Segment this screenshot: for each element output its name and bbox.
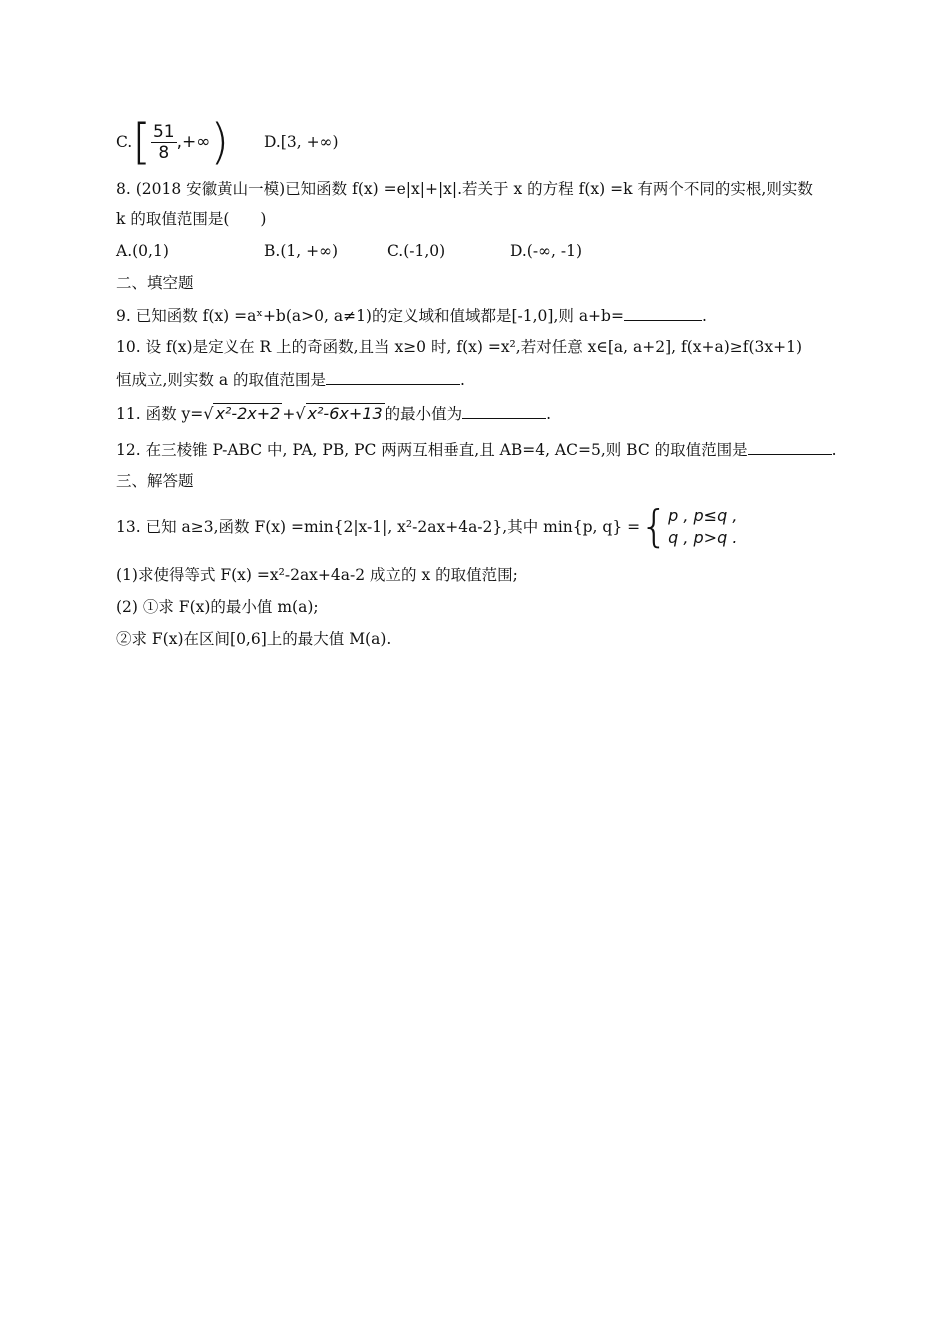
- q9-period: .: [701, 307, 707, 325]
- q7-option-c: [116, 114, 230, 170]
- q11-line: [116, 402, 551, 425]
- q12-answer-blank: [748, 438, 832, 455]
- q9-text: 9. 已知函数 f(x) =aˣ+b(a>0, a≠1)的定义域和值域都是[-1,0],则 a+b=: [116, 307, 624, 325]
- radicand-2: x²-6x+13: [307, 404, 383, 423]
- q13-sub2a: (2) ①求 F(x)的最小值 m(a);: [116, 598, 319, 616]
- sqrt-expression-2: √ x²-6x+13: [295, 404, 383, 423]
- q13-stem: [116, 502, 737, 551]
- q10-line2-text: 恒成立,则实数 a 的取值范围是: [116, 371, 327, 389]
- radicand-1: x²-2x+2: [215, 404, 281, 423]
- fraction: [151, 122, 177, 163]
- left-bracket: [: [132, 114, 151, 170]
- option-c-rest: ,+∞: [176, 132, 211, 152]
- q10-period: .: [460, 371, 465, 389]
- q8-line2: k 的取值范围是( ): [116, 210, 267, 228]
- right-paren: ): [210, 114, 230, 170]
- q13-stem-text: 13. 已知 a≥3,函数 F(x) =min{2|x-1|, x²-2ax+4a-2},其中 min{p, q} =: [116, 518, 641, 536]
- case-2: q , p>q .: [668, 528, 738, 547]
- q13-sub1: (1)求使得等式 F(x) =x²-2ax+4a-2 成立的 x 的取值范围;: [116, 566, 518, 584]
- q9-line: [116, 304, 707, 327]
- q8-line1: 8. (2018 安徽黄山一模)已知函数 f(x) =e|x|+|x|.若关于 x 的方程 f(x) =k 有两个不同的实根,则实数: [116, 180, 813, 198]
- fraction-numerator: 51: [152, 121, 175, 142]
- q7-option-d: D.[3, +∞): [264, 133, 339, 151]
- q13-sub2b: ②求 F(x)在区间[0,6]上的最大值 M(a).: [116, 630, 392, 648]
- section-solution-title: 三、解答题: [116, 472, 194, 490]
- option-label: C.: [116, 133, 133, 151]
- fraction-denominator: 8: [158, 142, 170, 163]
- q12-text: 12. 在三棱锥 P-ABC 中, PA, PB, PC 两两互相垂直,且 AB=4, AC=5,则 BC 的取值范围是: [116, 441, 748, 459]
- q10-line2: [116, 368, 465, 391]
- sqrt-expression-1: √ x²-2x+2: [203, 404, 281, 423]
- q10-line1: 10. 设 f(x)是定义在 R 上的奇函数,且当 x≥0 时, f(x) =x²,若对任意 x∈[a, a+2], f(x+a)≥f(3x+1): [116, 338, 803, 356]
- q12-line: [116, 438, 837, 461]
- q11-period: .: [546, 405, 552, 423]
- piecewise-cases: [668, 505, 737, 549]
- q11-answer-blank: [462, 402, 546, 419]
- q9-answer-blank: [624, 304, 702, 321]
- plus-sign: +: [282, 405, 296, 423]
- q8-option-a: A.(0,1): [116, 242, 169, 260]
- q8-option-c: C.(-1,0): [387, 242, 446, 260]
- piecewise-brace: {: [640, 501, 669, 552]
- section-fill-in-title: 二、填空题: [116, 274, 194, 292]
- q12-period: .: [831, 441, 837, 459]
- case-1: p , p≤q ,: [668, 506, 738, 525]
- q10-answer-blank: [326, 368, 460, 385]
- q8-option-d: D.(-∞, -1): [510, 242, 582, 260]
- q8-option-b: B.(1, +∞): [264, 242, 339, 260]
- q11-suffix: 的最小值为: [384, 405, 463, 423]
- q11-prefix: 11. 函数 y=: [116, 405, 204, 423]
